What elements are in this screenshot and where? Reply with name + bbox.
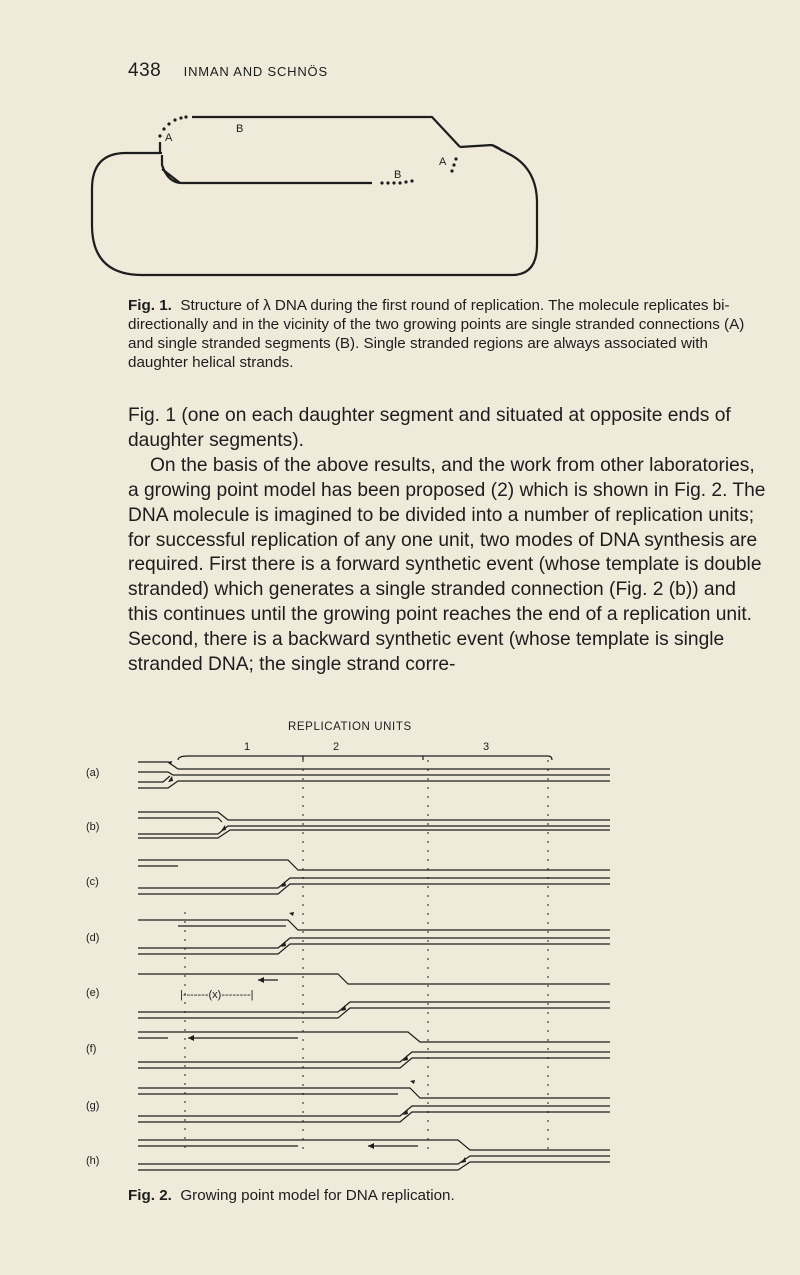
figure-1-caption-label: Fig. 1. — [128, 297, 172, 314]
segment-x-label: |-------(x)--------| — [180, 989, 254, 1001]
arrow-b-forward — [221, 825, 226, 831]
row-a-strands — [138, 762, 610, 788]
outer-loop-strand — [92, 145, 537, 275]
row-label-c: (c) — [86, 876, 99, 888]
figure-2-caption-label: Fig. 2. — [128, 1187, 172, 1204]
row-label-a: (a) — [86, 767, 100, 779]
replication-unit-bracket — [178, 756, 552, 760]
row-label-d: (d) — [86, 932, 100, 944]
arrow-h-back — [368, 1143, 374, 1149]
upper-daughter-helix — [192, 117, 460, 147]
arrow-d-back — [289, 912, 294, 916]
row-label-f: (f) — [86, 1043, 97, 1055]
figure-2-caption-text: Growing point model for DNA replication. — [180, 1187, 455, 1204]
running-head: INMAN AND SCHNÖS — [183, 64, 328, 79]
row-label-g: (g) — [86, 1100, 100, 1112]
row-f-strands — [138, 1032, 610, 1068]
figure-2-diagram — [86, 712, 618, 1172]
figure-1-caption-text: Structure of λ DNA during the first round of replication. The molecule replicates bi-directionally and in the vicinity of the two growing points are single stranded connections (A) and single stranded segments (B). Single stranded regions are always associated with daughter helical strands. — [128, 297, 745, 371]
row-g-strands — [138, 1088, 610, 1122]
row-b-strands — [138, 812, 610, 838]
paragraph-1: Fig. 1 (one on each daughter segment and situated at opposite ends of daughter segments). — [128, 405, 731, 451]
page-header — [128, 60, 328, 82]
arrow-h-forward — [461, 1157, 466, 1163]
unit-number-2: 2 — [333, 741, 340, 753]
row-label-h: (h) — [86, 1155, 100, 1167]
arrow-g-back — [410, 1080, 415, 1084]
row-c-strands — [138, 860, 610, 894]
figure-2-title: REPLICATION UNITS — [288, 721, 412, 733]
figure-1-caption — [128, 296, 768, 372]
upper-inner-strand — [162, 155, 372, 183]
unit-number-3: 3 — [483, 741, 490, 753]
row-d-strands — [138, 920, 610, 954]
unit-number-1: 1 — [244, 741, 251, 753]
label-a-right: A — [439, 156, 447, 168]
paragraph-2: On the basis of the above results, and the work from other laboratories, a growing point model has been proposed (2) which is shown in Fig. 2. The DNA molecule is imagined to be divided into a number of replication units; for successful replication of any one unit, two modes of DNA synthesis are required. First there is a forward synthetic event (whose template is double stranded) which generates a single stranded connection (Fig. 2 (b)) and this continues until the growing point reaches the end of a replication unit. Second, there is a backward synthetic event (whose template is single stranded DNA; the single strand corre- — [128, 454, 766, 676]
label-b-bottom: B — [394, 169, 402, 181]
row-label-e: (e) — [86, 987, 100, 999]
arrow-f-back — [188, 1035, 194, 1041]
lower-daughter-strand — [162, 169, 180, 183]
body-text — [128, 404, 768, 678]
page-number: 438 — [128, 60, 162, 81]
label-b-top: B — [236, 123, 244, 135]
figure-2-caption — [128, 1186, 768, 1205]
label-a-left: A — [165, 132, 173, 144]
upper-daughter-strand — [154, 142, 162, 153]
arrow-e-back — [258, 977, 264, 983]
row-label-b: (b) — [86, 821, 100, 833]
figure-1-diagram — [82, 95, 552, 285]
